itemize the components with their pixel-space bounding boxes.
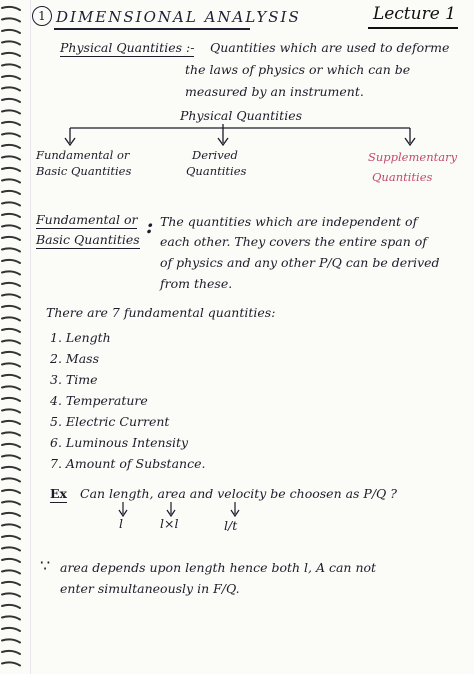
tree-root: Physical Quantities	[180, 108, 303, 123]
fundamental-line-4: from these.	[160, 276, 233, 291]
example-symbol-length: l	[119, 516, 123, 531]
definition-line-3: measured by an instrument.	[185, 84, 364, 99]
definition-line-1: Quantities which are used to deforme	[210, 40, 450, 55]
example-prefix: Ex	[50, 486, 67, 501]
fundamental-colon: :	[146, 214, 154, 238]
tree-child-derived-line-1: Derived	[192, 148, 238, 162]
definition-term: Physical Quantities :-	[60, 40, 195, 55]
list-item: 7. Amount of Substance.	[50, 456, 206, 471]
list-item: 1. Length	[50, 330, 111, 345]
page-title: DIMENSIONAL ANALYSIS	[56, 8, 301, 26]
tree-child-fundamental-line-1: Fundamental or	[36, 148, 130, 162]
example-symbol-velocity: l/t	[224, 518, 238, 533]
list-item: 5. Electric Current	[50, 414, 170, 429]
section-number: 1	[32, 6, 52, 26]
tree-child-supplementary-line-1: Supplementary	[368, 150, 458, 164]
list-item: 4. Temperature	[50, 393, 148, 408]
tree-child-fundamental-line-2: Basic Quantities	[36, 164, 132, 178]
fundamental-line-2: each other. They covers the entire span of	[160, 234, 427, 249]
example-question: Can length, area and velocity be choosen as P/Q ?	[80, 486, 397, 501]
conclusion-line-2: enter simultaneously in F/Q.	[60, 581, 240, 596]
list-heading: There are 7 fundamental quantities:	[46, 305, 276, 320]
definition-line-2: the laws of physics or which can be	[185, 62, 411, 77]
list-item: 3. Time	[50, 372, 98, 387]
conclusion-line-1: area depends upon length hence both l, A can not	[60, 560, 377, 575]
fundamental-line-1: The quantities which are independent of	[160, 214, 418, 229]
fundamental-term-line-2: Basic Quantities	[36, 232, 140, 247]
fundamental-term-line-1: Fundamental or	[36, 212, 138, 227]
tree-child-derived-line-2: Quantities	[186, 164, 247, 178]
because-symbol: ∵	[40, 556, 51, 575]
list-item: 6. Luminous Intensity	[50, 435, 189, 450]
example-symbol-area: l×l	[160, 516, 179, 531]
fundamental-line-3: of physics and any other P/Q can be derived	[160, 255, 440, 270]
list-item: 2. Mass	[50, 351, 99, 366]
tree-child-supplementary-line-2: Quantities	[372, 170, 433, 184]
lecture-label: Lecture 1	[372, 4, 456, 24]
